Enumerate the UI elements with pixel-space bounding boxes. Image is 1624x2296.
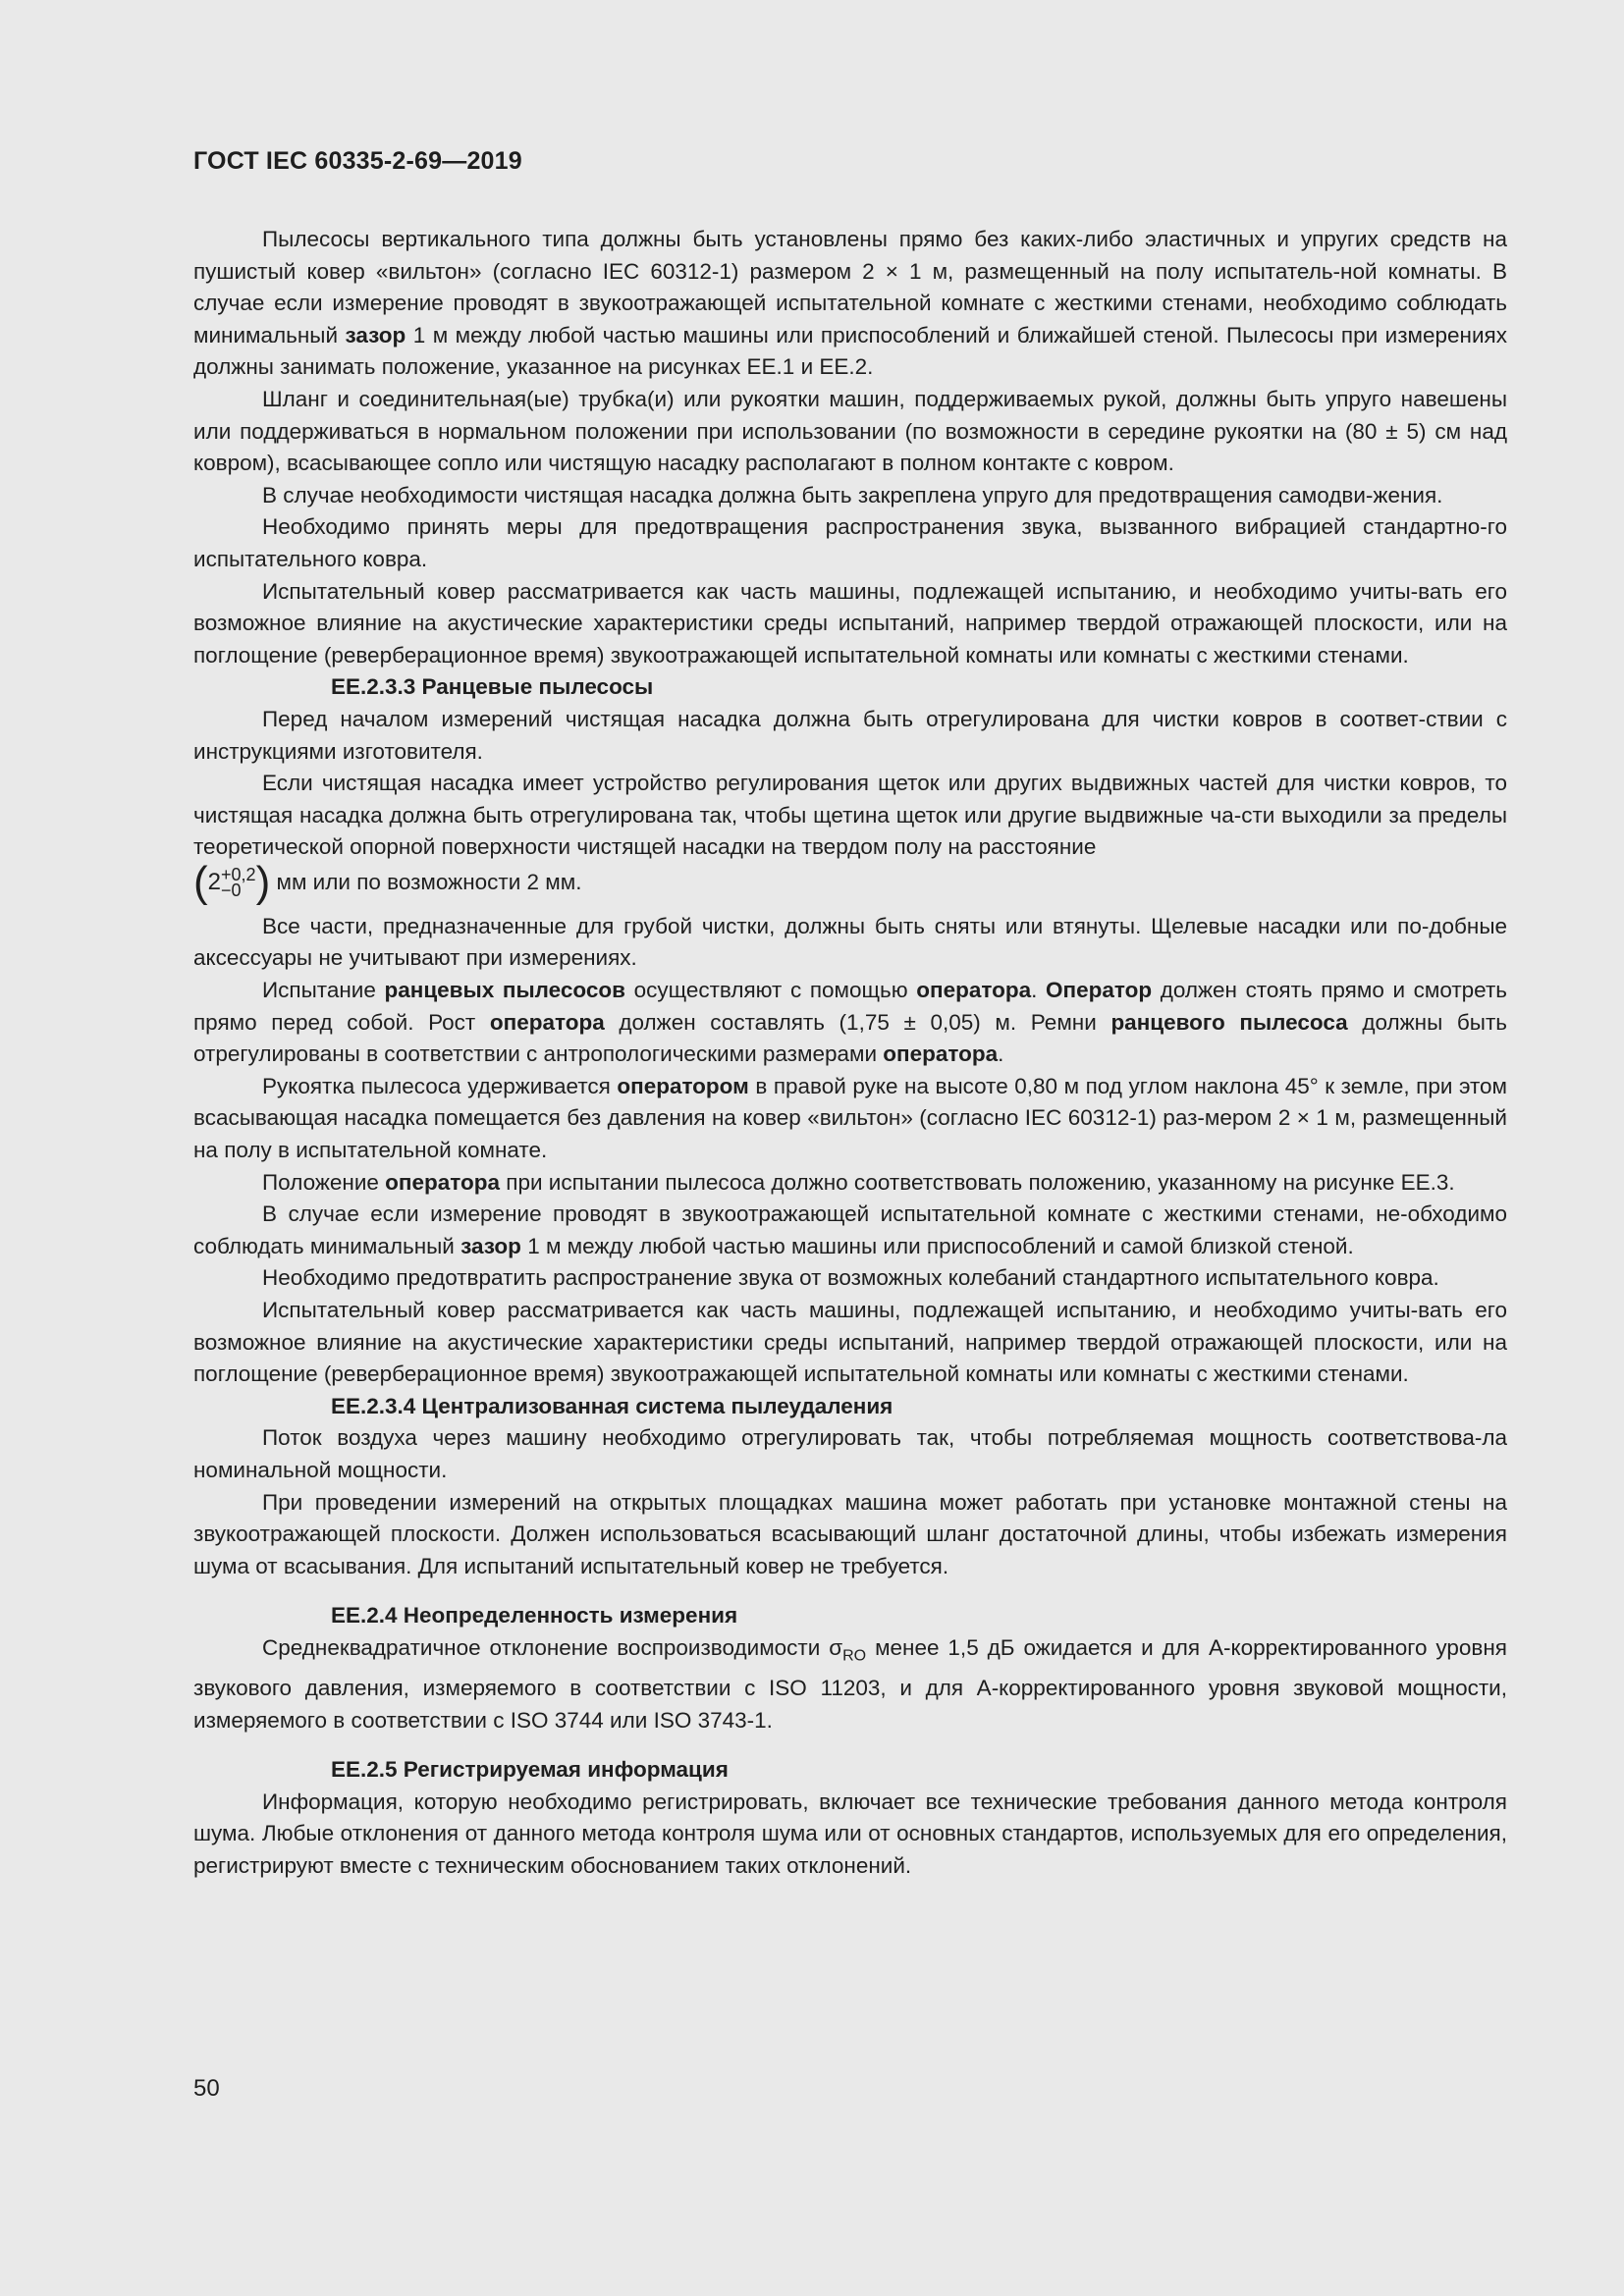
- paragraph: [193, 768, 1507, 864]
- paragraph: [193, 1167, 1507, 1200]
- bold-term: оператора: [916, 978, 1032, 1003]
- text: должен составлять (1,75 ± 0,05) м. Ремни: [619, 1009, 1097, 1035]
- heading-text: ЕЕ.2.5 Регистрируемая информация: [331, 1757, 729, 1783]
- bold-term: ранцевого пылесоса: [1110, 1009, 1348, 1035]
- text: Испытание: [262, 978, 376, 1003]
- text: Положение: [262, 1169, 379, 1195]
- text: в правой руке на высоте 0,80 м под углом наклона 45° к земле, при этом всасывающая насадка помещается без давления на ковер «вильтон» (согласно IEC 60312-1) раз-мером 2 × 1 м, размещенный на полу в испытательной комнате.: [193, 1073, 1507, 1163]
- paragraph: В случае необходимости чистящая насадка должна быть закреплена упруго для предотвращения самодви-жения.: [262, 482, 1443, 507]
- paragraph: Шланг и соединительная(ые) трубка(и) или рукоятки машин, поддерживаемых рукой, должны быть упруго навешены или поддерживаться в нормальном положении при использовании (по возможности в середине рукоятки на (80 ± 5) см над ковром), всасывающее сопло или чистящую насадку располагают в полном контакте с ковром.: [193, 386, 1507, 476]
- open-paren: (: [193, 857, 208, 906]
- tolerance-scripts: [221, 864, 256, 900]
- text: осуществляют с помощью: [633, 978, 908, 1003]
- text: Среднеквадратичное отклонение воспроизводимости σ: [262, 1634, 843, 1660]
- paragraph: [193, 1632, 1507, 1736]
- text: Рукоятка пылесоса удерживается: [262, 1073, 611, 1098]
- bold-term: оператора: [883, 1041, 999, 1067]
- paragraph: [193, 975, 1507, 1071]
- paragraph: [193, 224, 1507, 384]
- text: должны быть отрегулированы в соответствии с антропологическими размерами: [193, 1009, 1507, 1067]
- heading-text: ЕЕ.2.4 Неопределенность измерения: [331, 1603, 738, 1629]
- bold-term: Оператор: [1045, 978, 1153, 1003]
- tolerance-base: 2: [207, 868, 222, 895]
- text: мм или по возможности 2 мм.: [276, 869, 582, 894]
- text: .: [1031, 978, 1038, 1003]
- paragraph: Поток воздуха через машину необходимо отрегулировать так, чтобы потребляемая мощность соответствова-ла номинальной мощности.: [193, 1425, 1507, 1482]
- text: Если чистящая насадка имеет устройство регулирования щеток или других выдвижных частей для чистки ковров, то чистящая насадка должна быть отрегулирована так, чтобы щетина щеток или другие выдвижные ча-сти выходили за пределы теоретической опорной поверхности чистящей насадки на твердом полу на расстояние: [193, 771, 1507, 860]
- paragraph: Информация, которую необходимо регистрировать, включает все технические требования данного метода контроля шума. Любые отклонения от данного метода контроля шума или от основных стандартов, используемых для его определения, регистрируют вместе с техническим обоснованием таких отклонений.: [193, 1789, 1507, 1878]
- text: при испытании пылесоса должно соответствовать положению, указанному на рисунке ЕЕ.3.: [506, 1169, 1455, 1195]
- heading-text: ЕЕ.2.3.4 Централизованная система пылеудаления: [331, 1393, 893, 1418]
- paragraph: [193, 1199, 1507, 1262]
- heading-text: ЕЕ.2.3.3 Ранцевые пылесосы: [331, 674, 654, 700]
- paragraph: Перед началом измерений чистящая насадка должна быть отрегулирована для чистки ковров в соответ-ствии с инструкциями изготовителя.: [193, 706, 1507, 764]
- page-number: 50: [193, 2075, 220, 2102]
- text: Пылесосы вертикального типа должны быть установлены прямо без каких-либо эластичных и упругих средств на пушистый ковер «вильтон» (согласно IEC 60312-1) размером 2 × 1 м, размещенный на полу испытатель-ной комнаты. В случае если измерение проводят в звукоотражающей испытательной комнате с жесткими стенами, необходимо соблюдать минимальный: [193, 227, 1507, 347]
- close-paren: ): [255, 857, 271, 906]
- bold-term: зазор: [460, 1233, 521, 1258]
- document-page: [193, 0, 1507, 2296]
- text: .: [998, 1041, 1004, 1067]
- paragraph: При проведении измерений на открытых площадках машина может работать при установке монтажной стены на звукоотражающей плоскости. Должен использоваться всасывающий шланг достаточной длины, чтобы избежать измерения шума от всасывания. Для испытаний испытательный ковер не требуется.: [193, 1489, 1507, 1578]
- section-heading: [193, 1754, 1507, 1787]
- paragraph: Все части, предназначенные для грубой чистки, должны быть сняты или втянуты. Щелевые насадки или по-добные аксессуары не учитывают при измерениях.: [193, 913, 1507, 971]
- document-header: ГОСТ IEC 60335-2-69—2019: [193, 147, 522, 175]
- text: В случае если измерение проводят в звукоотражающей испытательной комнате с жесткими стенами, не-обходимо соблюдать минимальный: [193, 1201, 1507, 1258]
- paragraph: Необходимо принять меры для предотвращения распространения звука, вызванного вибрацией стандартно-го испытательного ковра.: [193, 514, 1507, 571]
- text: 1 м между любой частью машины или приспособлений и ближайшей стеной. Пылесосы при измерениях должны занимать положение, указанное на рисунках ЕЕ.1 и ЕЕ.2.: [193, 322, 1507, 380]
- paragraph: [193, 1071, 1507, 1167]
- paragraph: Испытательный ковер рассматривается как часть машины, подлежащей испытанию, и необходимо учиты-вать его возможное влияние на акустические характеристики среды испытаний, например твердой отражающей плоскости, или на поглощение (реверберационное время) звукоотражающей испытательной комнаты или комнаты с жесткими стенами.: [193, 578, 1507, 667]
- section-heading: [193, 1391, 1507, 1423]
- section-heading: [193, 1600, 1507, 1632]
- subscript: RO: [842, 1647, 867, 1665]
- paragraph: Испытательный ковер рассматривается как часть машины, подлежащей испытанию, и необходимо учиты-вать его возможное влияние на акустические характеристики среды испытаний, например твердой отражающей плоскости, или на поглощение (реверберационное время) звукоотражающей испытательной комнаты или комнаты с жесткими стенами.: [193, 1298, 1507, 1387]
- text: 1 м между любой частью машины или приспособлений и самой близкой стеной.: [527, 1233, 1354, 1258]
- bold-term: зазор: [345, 322, 406, 347]
- bold-term: ранцевых пылесосов: [384, 978, 625, 1003]
- text: менее 1,5 дБ ожидается и для А-корректированного уровня звукового давления, измеряемого в соответствии с ISO 11203, и для А-корректированного уровня звуковой мощности, измеряемого в соответствии с ISO 3744 или ISO 3743-1.: [193, 1634, 1507, 1733]
- section-heading: [193, 671, 1507, 704]
- tolerance-upper: +0,2: [221, 864, 256, 884]
- bold-term: оператором: [617, 1073, 749, 1098]
- paragraph: Необходимо предотвратить распространение звука от возможных колебаний стандартного испытательного ковра.: [262, 1265, 1439, 1291]
- bold-term: оператора: [489, 1009, 605, 1035]
- document-body: [193, 224, 1507, 1883]
- bold-term: оператора: [385, 1169, 501, 1195]
- tolerance-expression: [193, 857, 1507, 906]
- tolerance-lower: −0: [221, 880, 242, 900]
- text: должен стоять прямо и смотреть прямо перед собой. Рост: [193, 978, 1507, 1035]
